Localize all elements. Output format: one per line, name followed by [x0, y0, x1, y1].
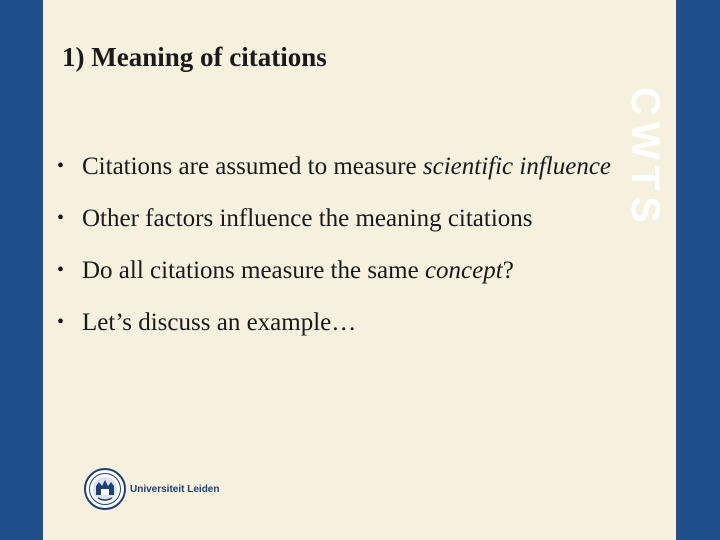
bullet-text: Citations are assumed to measure scientific influence: [82, 153, 612, 180]
bullet-icon: •: [57, 207, 65, 229]
university-logo: [84, 468, 219, 510]
bullet-item-1: [57, 150, 617, 183]
bullet-item-3: [57, 254, 617, 287]
bullet-text: Do all citations measure the same concept?: [82, 257, 514, 284]
slide-title: 1) Meaning of citations: [62, 42, 327, 72]
bullet-item-4: [57, 306, 617, 339]
bullet-text: Let’s discuss an example…: [82, 309, 357, 336]
bullet-emphasis: scientific influence: [422, 153, 612, 180]
leiden-seal-icon: [84, 468, 126, 510]
bullet-list: [57, 150, 617, 339]
bullet-icon: •: [57, 259, 65, 281]
university-name: Universiteit Leiden: [130, 483, 220, 495]
bullet-text: Other factors influence the meaning citations: [82, 205, 533, 232]
cwts-brand-label: CWTS: [623, 87, 667, 229]
bullet-emphasis: concept: [424, 257, 503, 284]
bullet-icon: •: [57, 155, 65, 177]
bullet-item-2: [57, 202, 617, 235]
bullet-icon: •: [57, 311, 65, 333]
